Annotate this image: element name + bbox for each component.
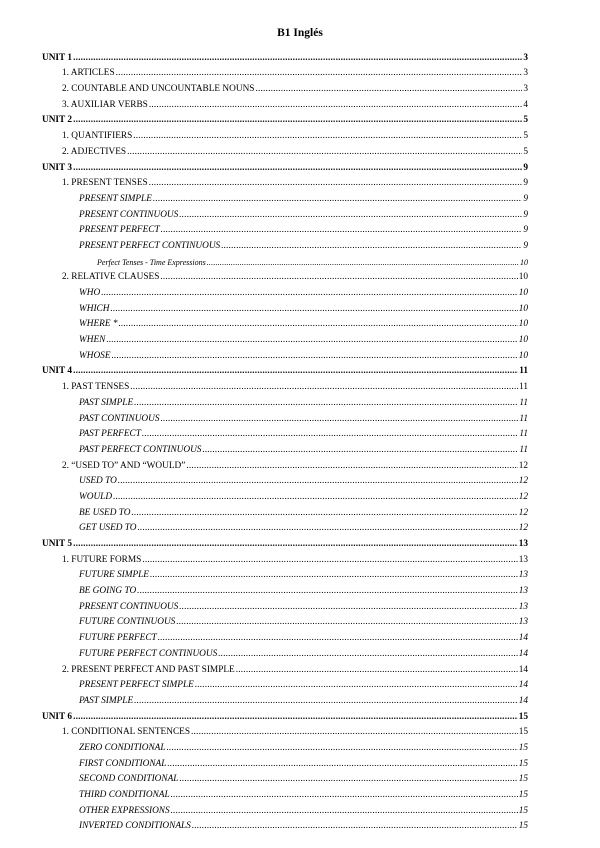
toc-entry-label: 2. RELATIVE CLAUSES (62, 272, 160, 283)
toc-dot-leader (153, 194, 522, 204)
toc-entry-label: 1. QUANTIFIERS (62, 131, 133, 142)
toc-subsection-entry[interactable] (42, 643, 528, 659)
toc-dot-leader (142, 429, 518, 439)
toc-page-number: 10 (520, 257, 528, 267)
toc-subsection-entry[interactable] (42, 392, 528, 408)
toc-entry-label: GET USED TO (79, 523, 137, 534)
toc-dot-leader (202, 445, 518, 455)
toc-page-number: 15 (518, 821, 528, 832)
toc-dot-leader (171, 806, 518, 816)
toc-subsection-entry[interactable] (42, 329, 528, 345)
toc-subsection-entry[interactable] (42, 518, 528, 534)
toc-unit-entry[interactable] (42, 706, 528, 722)
toc-dot-leader (195, 680, 518, 690)
table-of-contents (42, 47, 528, 831)
toc-entry-label: 2. PRESENT PERFECT AND PAST SIMPLE (62, 664, 235, 675)
toc-page-number: 15 (518, 727, 528, 738)
toc-dot-leader (73, 712, 518, 722)
toc-dot-leader (137, 586, 518, 596)
toc-page-number: 9 (523, 162, 528, 173)
toc-subsection-entry[interactable] (42, 690, 528, 706)
toc-page-number: 9 (523, 240, 528, 251)
toc-page-number: 13 (518, 554, 528, 565)
toc-entry-label: UNIT 2 (42, 115, 73, 126)
toc-dot-leader (192, 821, 518, 831)
toc-subsection-entry[interactable] (42, 298, 528, 314)
toc-page-number: 14 (518, 680, 528, 691)
toc-entry-label: PRESENT CONTINUOUS (79, 601, 179, 612)
toc-page-number: 12 (518, 507, 528, 518)
toc-dot-leader (161, 414, 519, 424)
toc-unit-entry[interactable] (42, 110, 528, 126)
toc-page-number: 3 (523, 68, 528, 79)
toc-dot-leader (149, 178, 523, 188)
toc-dot-leader (131, 508, 517, 518)
toc-subsection-entry[interactable] (42, 580, 528, 596)
toc-entry-label: 1. ARTICLES (62, 68, 115, 79)
toc-dot-leader (134, 398, 518, 408)
toc-page-number: 10 (518, 335, 528, 346)
toc-page-number: 12 (518, 476, 528, 487)
toc-dot-leader (113, 492, 518, 502)
toc-subsection-entry[interactable] (42, 769, 528, 785)
toc-page-number: 11 (519, 397, 528, 408)
toc-entry-label: BE USED TO (79, 507, 131, 518)
toc-entry-label: 2. ADJECTIVES (62, 146, 127, 157)
toc-entry-label: UNIT 4 (42, 366, 73, 377)
toc-unit-entry[interactable] (42, 533, 528, 549)
toc-page-number: 12 (518, 523, 528, 534)
toc-entry-label: OTHER EXPRESSIONS (79, 805, 170, 816)
toc-entry-label: 1. FUTURE FORMS (62, 554, 142, 565)
toc-entry-label: WHOSE (79, 350, 111, 361)
toc-page-number: 11 (519, 429, 528, 440)
toc-entry-label: 2. COUNTABLE AND UNCOUNTABLE NOUNS (62, 84, 255, 95)
toc-dot-leader (176, 617, 517, 627)
toc-subsection-entry[interactable] (42, 816, 528, 832)
toc-subsection-entry[interactable] (42, 784, 528, 800)
toc-entry-label: PAST PERFECT (79, 429, 141, 440)
toc-dot-leader (133, 131, 522, 141)
toc-dot-leader (191, 727, 518, 737)
toc-dot-leader (158, 633, 518, 643)
toc-entry-label: UNIT 5 (42, 539, 73, 549)
toc-entry-label: 1. PRESENT TENSES (62, 178, 148, 189)
toc-entry-label: 3. AUXILIAR VERBS (62, 99, 148, 110)
toc-page-number: 3 (523, 52, 528, 63)
toc-subsection-entry[interactable] (42, 408, 528, 424)
toc-dot-leader (149, 100, 523, 110)
toc-entry-label: WHERE * (79, 319, 118, 330)
toc-dot-leader (101, 288, 518, 298)
toc-section-entry[interactable] (42, 78, 528, 94)
toc-entry-label: USED TO (79, 476, 117, 487)
toc-entry-label: PRESENT PERFECT CONTINUOUS (79, 240, 221, 251)
toc-dot-leader (106, 335, 517, 345)
toc-entry-label: ZERO CONDITIONAL (79, 742, 166, 753)
toc-page-number: 14 (518, 648, 528, 659)
toc-page-number: 9 (523, 209, 528, 220)
toc-subsection-entry[interactable] (42, 737, 528, 753)
toc-dot-leader (142, 555, 517, 565)
toc-unit-entry[interactable] (42, 361, 528, 377)
toc-page-number: 9 (523, 193, 528, 204)
toc-dot-leader (207, 258, 519, 267)
toc-page-number: 9 (523, 178, 528, 189)
toc-dot-leader (134, 696, 518, 706)
toc-entry-label: PAST SIMPLE (79, 695, 134, 706)
page-title: B1 Inglés (277, 27, 323, 39)
toc-page-number: 5 (523, 146, 528, 157)
toc-page-number: 11 (519, 382, 528, 393)
toc-dot-leader (138, 523, 518, 533)
toc-dot-leader (167, 759, 517, 769)
toc-entry-label: FUTURE PERFECT CONTINUOUS (79, 648, 218, 659)
toc-entry-label: PRESENT PERFECT (79, 225, 160, 236)
toc-entry-label: SECOND CONDITIONAL (79, 774, 179, 785)
toc-entry-label: FUTURE SIMPLE (79, 570, 149, 581)
toc-page-number: 10 (518, 288, 528, 298)
toc-dot-leader (179, 602, 517, 612)
toc-dot-leader (118, 476, 518, 486)
toc-dot-leader (73, 115, 522, 125)
toc-dot-leader (112, 351, 518, 361)
toc-dot-leader (236, 665, 518, 675)
toc-entry-label: FUTURE PERFECT (79, 633, 157, 644)
toc-page-number: 10 (518, 303, 528, 314)
toc-dot-leader (73, 53, 522, 63)
toc-entry-label: THIRD CONDITIONAL (79, 790, 170, 800)
toc-subsection-entry[interactable] (42, 800, 528, 816)
toc-page-number: 14 (518, 664, 528, 675)
toc-dot-leader (130, 382, 518, 392)
toc-dot-leader (179, 774, 517, 784)
toc-subsection-entry[interactable] (42, 235, 528, 251)
toc-section-entry[interactable] (42, 376, 528, 392)
toc-entry-label: WOULD (79, 491, 113, 502)
toc-section-entry[interactable] (42, 94, 528, 110)
toc-section-entry[interactable] (42, 549, 528, 565)
toc-dot-leader (118, 319, 517, 329)
toc-section-entry[interactable] (42, 173, 528, 189)
toc-page-number: 10 (518, 319, 528, 330)
toc-entry-label: INVERTED CONDITIONALS (79, 821, 191, 832)
toc-entry-label: WHEN (79, 335, 106, 346)
toc-page-number: 4 (523, 99, 528, 110)
toc-page-number: 13 (518, 570, 528, 581)
toc-section-entry[interactable] (42, 659, 528, 675)
toc-page-number: 9 (523, 225, 528, 236)
toc-entry-label: 1. PAST TENSES (62, 382, 130, 393)
toc-subsection-entry[interactable] (42, 345, 528, 361)
toc-entry-label: PAST CONTINUOUS (79, 413, 160, 424)
toc-page-number: 3 (523, 84, 528, 95)
toc-section-entry[interactable] (42, 455, 528, 471)
toc-dot-leader (73, 539, 518, 549)
toc-subsection-entry[interactable] (42, 282, 528, 298)
toc-page-number: 15 (518, 758, 528, 769)
toc-entry-label: FIRST CONDITIONAL (79, 758, 167, 769)
toc-page-number: 11 (519, 413, 528, 424)
toc-section-entry[interactable] (42, 141, 528, 157)
toc-subsection-entry[interactable] (42, 314, 528, 330)
toc-dot-leader (221, 241, 522, 251)
toc-subsection-entry[interactable] (42, 753, 528, 769)
toc-subsection-entry[interactable] (42, 675, 528, 691)
toc-dot-leader (161, 225, 523, 235)
toc-subsection-entry[interactable] (42, 612, 528, 628)
toc-page-number: 13 (518, 586, 528, 597)
toc-dot-leader (110, 304, 517, 314)
toc-unit-entry[interactable] (42, 47, 528, 63)
toc-page-number: 11 (519, 366, 528, 377)
toc-entry-label: UNIT 1 (42, 52, 73, 63)
toc-page-number: 10 (518, 272, 528, 283)
toc-dot-leader (186, 461, 517, 471)
toc-entry-label: PRESENT CONTINUOUS (79, 209, 179, 220)
toc-page-number: 11 (519, 444, 528, 455)
toc-section-entry[interactable] (42, 63, 528, 79)
toc-page-number: 14 (518, 695, 528, 706)
toc-dot-leader (160, 272, 517, 282)
toc-subsection-entry[interactable] (42, 486, 528, 502)
toc-subsection-entry[interactable] (42, 204, 528, 220)
toc-dot-leader (255, 84, 522, 94)
toc-dot-leader (171, 790, 518, 800)
toc-page-number: 5 (523, 131, 528, 142)
toc-subsection-entry[interactable] (42, 424, 528, 440)
toc-page-number: 12 (518, 460, 528, 471)
toc-page-number: 15 (518, 774, 528, 785)
toc-entry-label: FUTURE CONTINUOUS (79, 617, 176, 628)
toc-page-number: 15 (518, 790, 528, 800)
toc-entry-label: WHO (79, 288, 101, 298)
toc-entry-label: WHICH (79, 303, 110, 314)
toc-page-number: 15 (518, 711, 528, 722)
toc-dot-leader (73, 366, 518, 376)
toc-entry-label: UNIT 3 (42, 162, 73, 173)
toc-page-number: 13 (518, 617, 528, 628)
toc-dot-leader (150, 570, 518, 580)
toc-page-number: 10 (518, 350, 528, 361)
toc-page-number: 5 (523, 115, 528, 126)
toc-dot-leader (127, 147, 522, 157)
toc-subsection-entry[interactable] (42, 471, 528, 487)
toc-subsection-entry[interactable] (42, 627, 528, 643)
toc-entry-label: 2. “USED TO” AND “WOULD” (62, 460, 186, 471)
toc-entry-label: PAST SIMPLE (79, 397, 134, 408)
toc-subsection-entry[interactable] (42, 596, 528, 612)
toc-subsection-entry[interactable] (42, 251, 528, 267)
toc-subsection-entry[interactable] (42, 439, 528, 455)
toc-page-number: 12 (518, 491, 528, 502)
toc-section-entry[interactable] (42, 125, 528, 141)
toc-page-number: 13 (518, 539, 528, 549)
toc-entry-label: BE GOING TO (79, 586, 137, 597)
toc-section-entry[interactable] (42, 267, 528, 283)
toc-entry-label: 1. CONDITIONAL SENTENCES (62, 727, 190, 738)
toc-dot-leader (116, 68, 523, 78)
toc-entry-label: PAST PERFECT CONTINUOUS (79, 444, 202, 455)
toc-page-number: 14 (518, 633, 528, 644)
toc-entry-label: PRESENT PERFECT SIMPLE (79, 680, 194, 691)
toc-subsection-entry[interactable] (42, 220, 528, 236)
toc-page-number: 15 (518, 805, 528, 816)
toc-dot-leader (179, 210, 522, 220)
toc-unit-entry[interactable] (42, 157, 528, 173)
toc-page-number: 15 (518, 742, 528, 753)
toc-entry-label: UNIT 6 (42, 711, 73, 722)
toc-dot-leader (167, 743, 518, 753)
toc-subsection-entry[interactable] (42, 502, 528, 518)
toc-subsection-entry[interactable] (42, 188, 528, 204)
toc-dot-leader (73, 163, 522, 173)
toc-dot-leader (218, 649, 517, 659)
toc-subsection-entry[interactable] (42, 565, 528, 581)
toc-entry-label: PRESENT SIMPLE (79, 193, 152, 204)
toc-section-entry[interactable] (42, 722, 528, 738)
toc-entry-label: Perfect Tenses - Time Expressions (97, 257, 206, 267)
toc-page-number: 13 (518, 601, 528, 612)
